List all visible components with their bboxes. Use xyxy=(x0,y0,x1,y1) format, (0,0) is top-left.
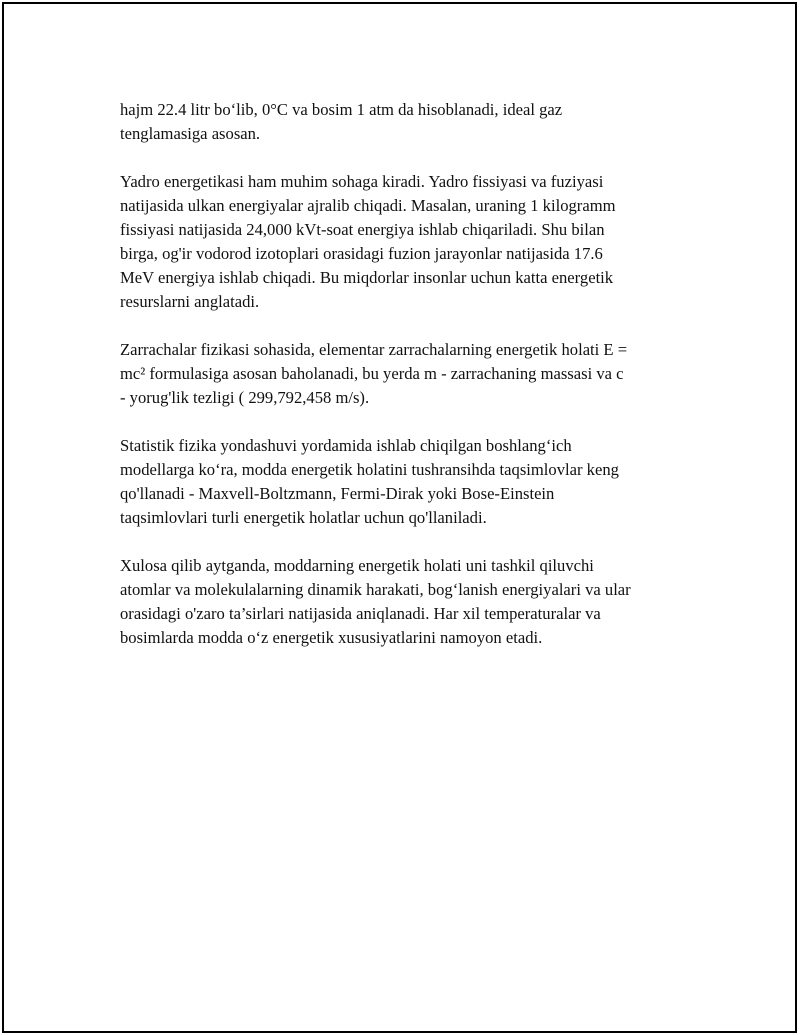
text-line: tenglamasiga asosan. xyxy=(120,124,261,143)
document-page xyxy=(2,2,797,1033)
text-line: orasidagi o'zaro ta’sirlari natijasida aniqlanadi. Har xil temperaturalar va xyxy=(120,604,601,623)
text-line: atomlar va molekulalarning dinamik harakati, bog‘lanish energiyalari va ular xyxy=(120,580,631,599)
document-body xyxy=(120,98,695,674)
text-line: Statistik fizika yondashuvi yordamida ishlab chiqilgan boshlang‘ich xyxy=(120,436,572,455)
text-line: mc² formulasiga asosan baholanadi, bu yerda m - zarrachaning massasi va c xyxy=(120,364,624,383)
text-line: Yadro energetikasi ham muhim sohaga kiradi. Yadro fissiyasi va fuziyasi xyxy=(120,172,604,191)
text-line: natijasida ulkan energiyalar ajralib chiqadi. Masalan, uraning 1 kilogramm xyxy=(120,196,616,215)
text-line: fissiyasi natijasida 24,000 kVt-soat energiya ishlab chiqariladi. Shu bilan xyxy=(120,220,605,239)
text-line: MeV energiya ishlab chiqadi. Bu miqdorlar insonlar uchun katta energetik xyxy=(120,268,614,287)
paragraph-1 xyxy=(120,98,695,146)
text-line: resurslarni anglatadi. xyxy=(120,292,260,311)
text-line: modellarga ko‘ra, modda energetik holatini tushransihda taqsimlovlar keng xyxy=(120,460,619,479)
text-line: bosimlarda modda o‘z energetik xususiyatlarini namoyon etadi. xyxy=(120,628,543,647)
paragraph-5 xyxy=(120,554,695,650)
text-line: Zarrachalar fizikasi sohasida, elementar zarrachalarning energetik holati E = xyxy=(120,340,628,359)
text-line: qo'llanadi - Maxvell-Boltzmann, Fermi-Dirak yoki Bose-Einstein xyxy=(120,484,555,503)
text-line: - yorug'lik tezligi ( 299,792,458 m/s). xyxy=(120,388,370,407)
text-line: birga, og'ir vodorod izotoplari orasidagi fuzion jarayonlar natijasida 17.6 xyxy=(120,244,603,263)
text-line: Xulosa qilib aytganda, moddarning energetik holati uni tashkil qiluvchi xyxy=(120,556,594,575)
paragraph-3 xyxy=(120,338,695,410)
paragraph-4 xyxy=(120,434,695,530)
paragraph-2 xyxy=(120,170,695,314)
text-line: taqsimlovlari turli energetik holatlar uchun qo'llaniladi. xyxy=(120,508,487,527)
text-line: hajm 22.4 litr bo‘lib, 0°C va bosim 1 atm da hisoblanadi, ideal gaz xyxy=(120,100,563,119)
